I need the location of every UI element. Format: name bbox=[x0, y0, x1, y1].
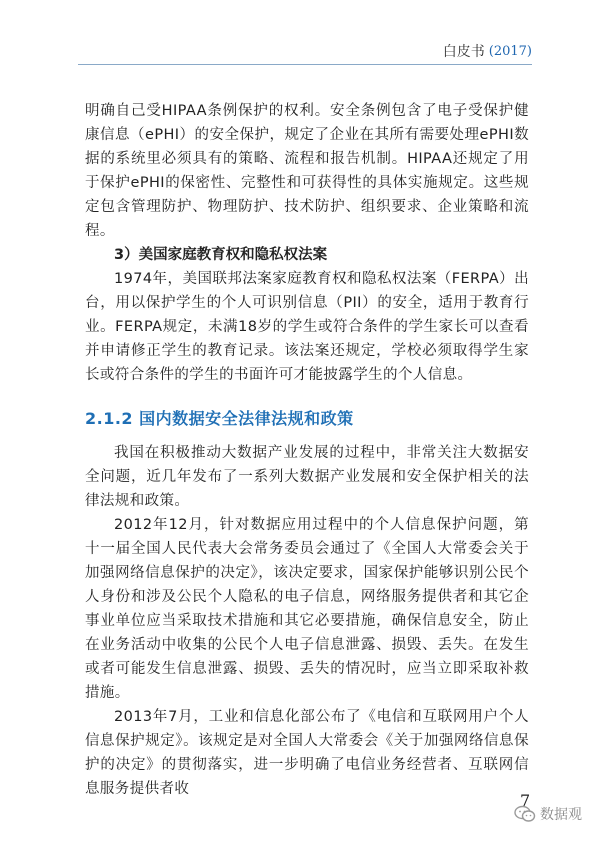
page-number: 7 bbox=[520, 791, 531, 810]
header-title: 白皮书 bbox=[442, 44, 485, 60]
wechat-icon bbox=[514, 805, 536, 823]
paragraph-ferpa: 1974年，美国联邦法案家庭教育权和隐私权法案（FERPA）出台，用以保护学生的个人可识别信息（PII）的安全，适用于教育行业。FERPA规定，未满18岁的学生或符合条件的学生家长可以查看并申请修正学生的教育记录。该法案还规定，学校必须取得学生家长或符合条件的学生的书面许可才能披露学生的个人信息。 bbox=[85, 271, 529, 383]
section-heading: 2.1.2 国内数据安全法律法规和政策 bbox=[85, 409, 354, 428]
header-divider bbox=[78, 64, 532, 65]
page-body bbox=[85, 99, 529, 801]
header-year: (2017) bbox=[488, 43, 532, 59]
watermark bbox=[514, 804, 582, 824]
sub-heading-ferpa: 3）美国家庭教育权和隐私权法案 bbox=[114, 247, 328, 263]
paragraph-2013: 2013年7月，工业和信息化部公布了《电信和互联网用户个人信息保护规定》。该规定是对全国人大常委会《关于加强网络信息保护的决定》的贯彻落实，进一步明确了电信业务经营者、互联网信息服务提供者收 bbox=[85, 709, 529, 797]
paragraph-hipaa: 明确自己受HIPAA条例保护的权利。安全条例包含了电子受保护健康信息（ePHI）的安全保护，规定了企业在其所有需要处理ePHI数据的系统里必须具有的策略、流程和报告机制。HIPAA还规定了用于保护ePHI的保密性、完整性和可获得性的具体实施规定。这些规定包含管理防护、物理防护、技术防护、组织要求、企业策略和流程。 bbox=[85, 103, 529, 239]
paragraph-2012: 2012年12月，针对数据应用过程中的个人信息保护问题，第十一届全国人民代表大会常务委员会通过了《全国人大常委会关于加强网络信息保护的决定》，该决定要求，国家保护能够识别公民个人身份和涉及公民个人隐私的电子信息，网络服务提供者和其它企事业单位应当采取技术措施和其它必要措施，确保信息安全，防止在业务活动中收集的公民个人电子信息泄露、损毁、丢失。在发生或者可能发生信息泄露、损毁、丢失的情况时，应当立即采取补救措施。 bbox=[85, 517, 529, 701]
paragraph-domestic-intro: 我国在积极推动大数据产业发展的过程中，非常关注大数据安全问题，近几年发布了一系列大数据产业发展和安全保护相关的法律法规和政策。 bbox=[85, 445, 529, 509]
watermark-text: 数据观 bbox=[540, 807, 582, 823]
header-label bbox=[443, 41, 532, 61]
